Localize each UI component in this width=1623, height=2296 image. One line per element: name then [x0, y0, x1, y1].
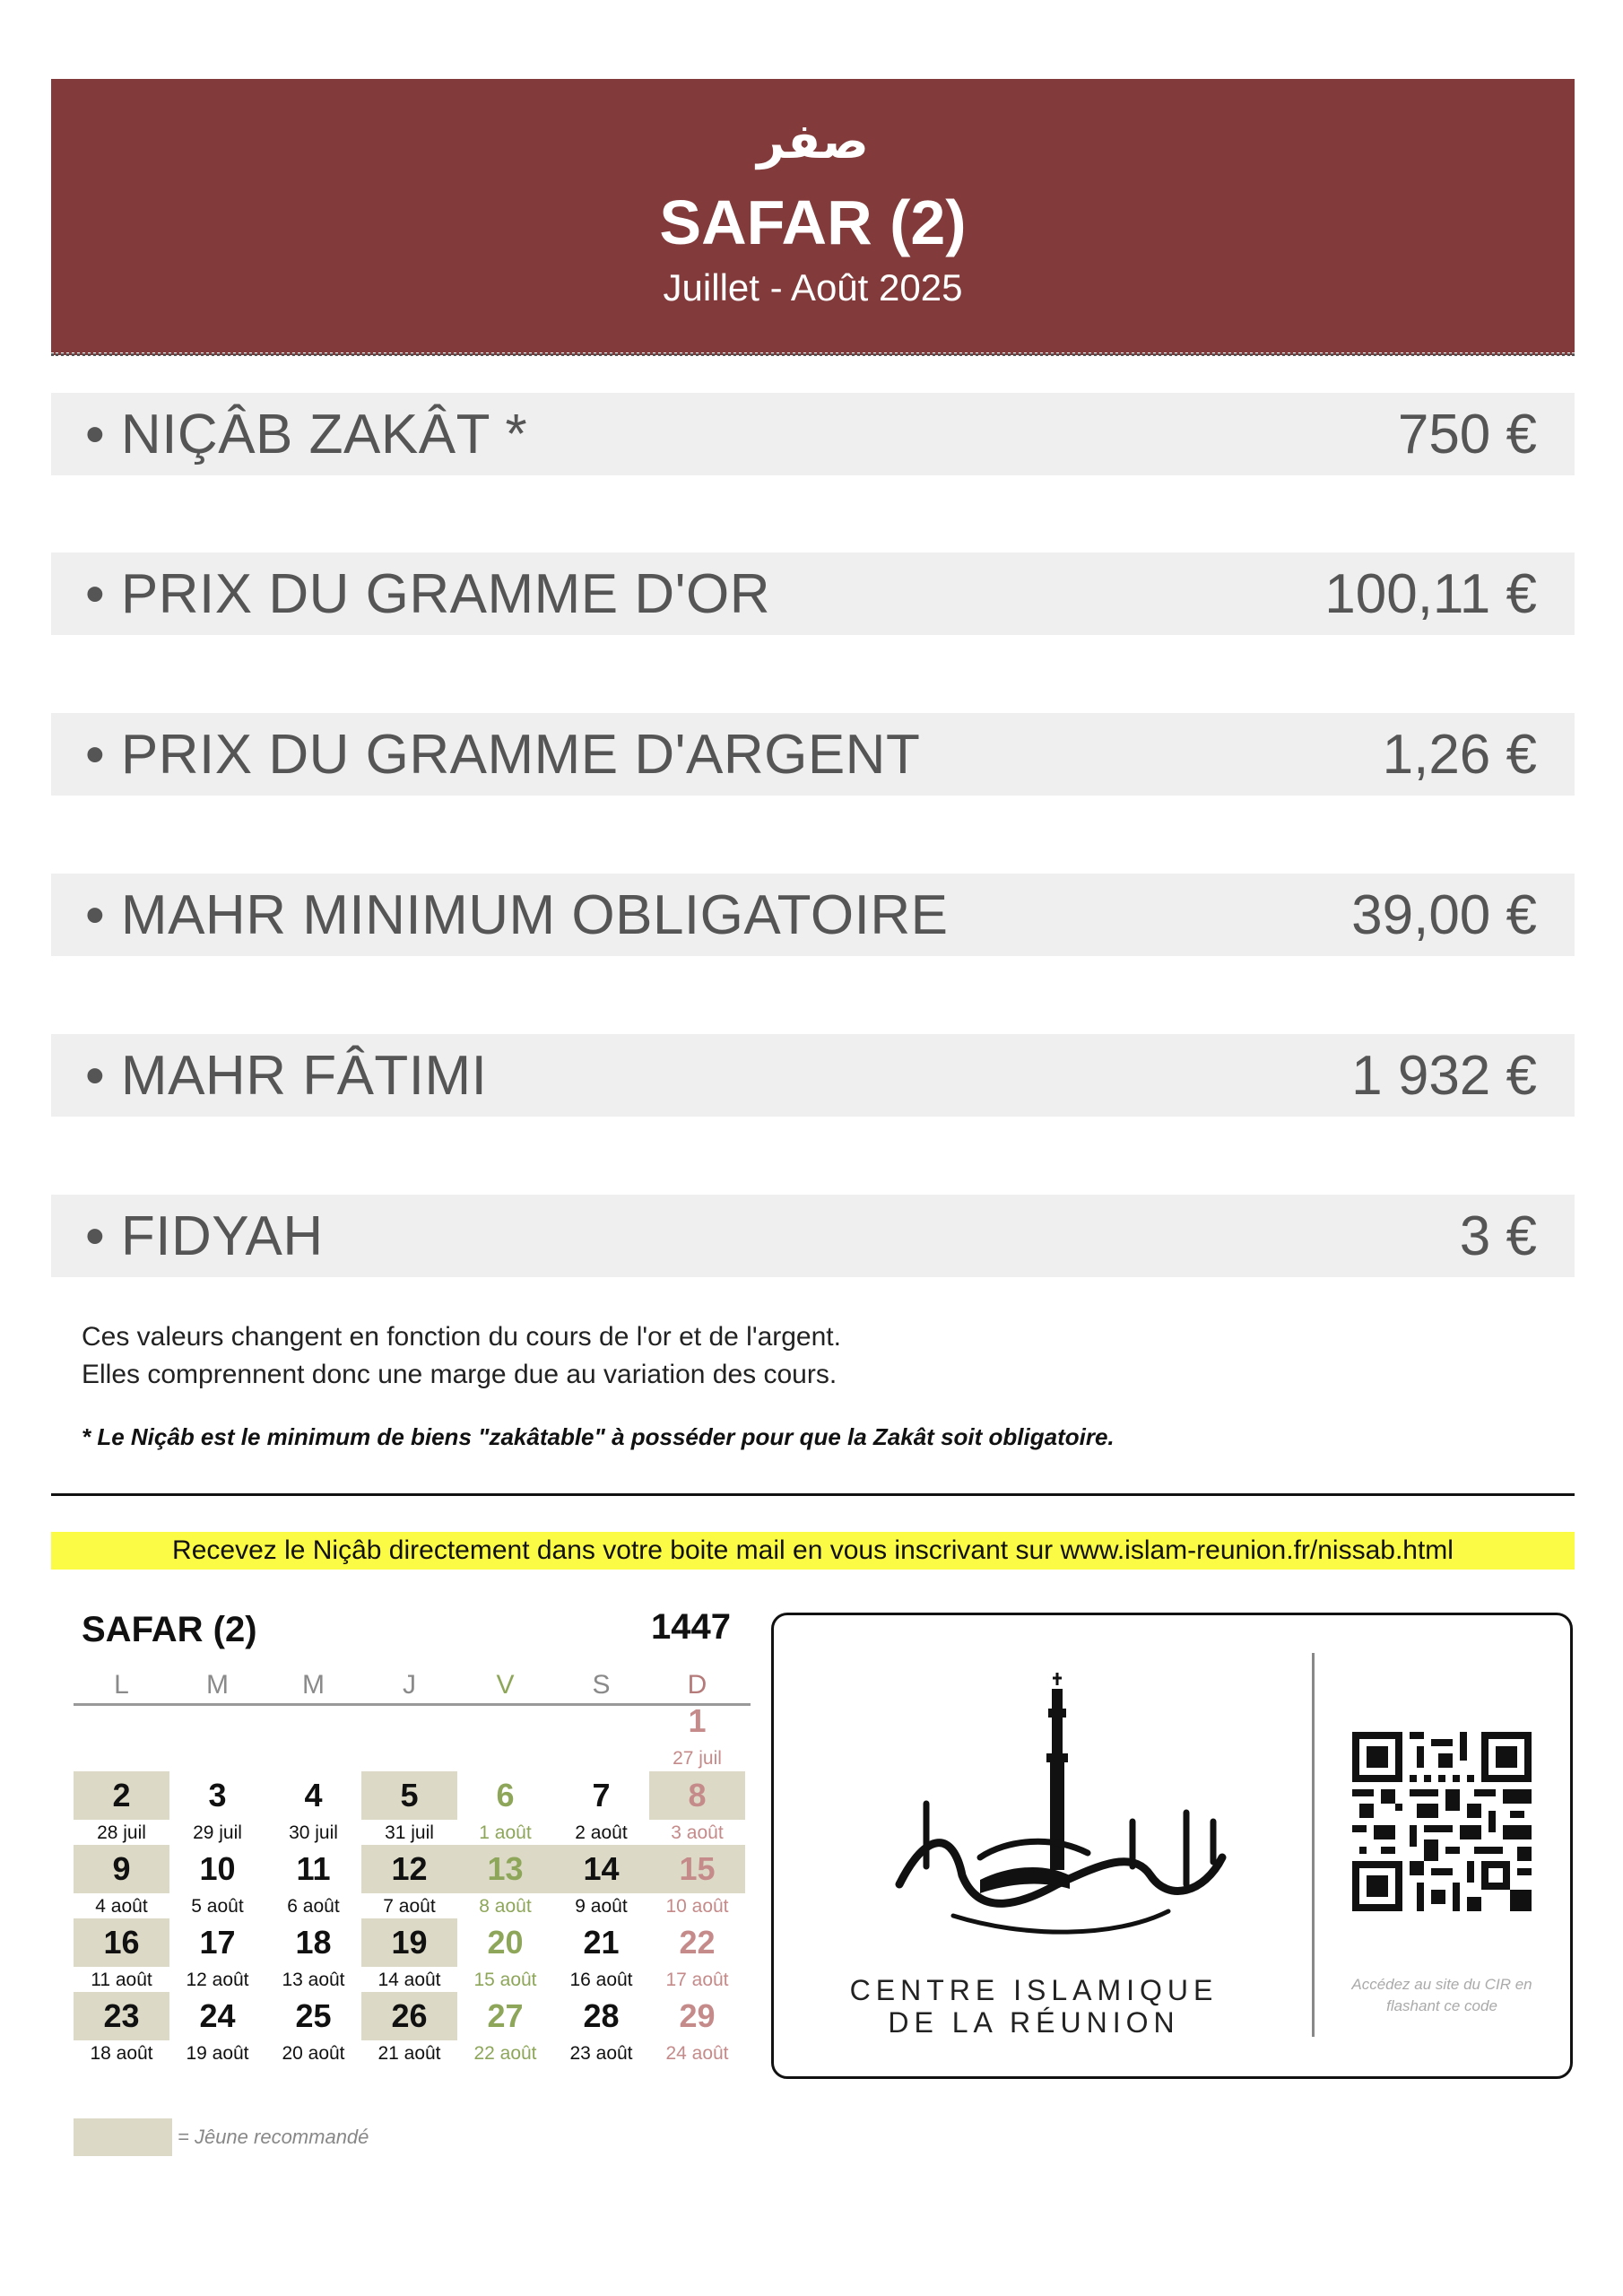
gregorian-date: 4 août [95, 1896, 148, 1917]
hijri-day-number: 6 [496, 1777, 515, 1813]
hijri-day-number: 21 [583, 1924, 620, 1961]
hijri-day-number: 15 [679, 1850, 716, 1887]
value-row-gold [51, 552, 1575, 635]
hijri-day-number: 4 [304, 1777, 323, 1813]
gregorian-date: 6 août [287, 1896, 340, 1917]
value-label: • MAHR FÂTIMI [85, 1045, 488, 1107]
gregorian-date: 24 août [665, 2043, 729, 2064]
footnote: * Le Niçâb est le minimum de biens "zakâtable" à posséder pour que la Zakât soit obligatoire. [82, 1423, 1115, 1450]
gregorian-date: 2 août [575, 1822, 628, 1843]
hijri-day-number: 29 [679, 1997, 716, 2034]
gregorian-date: 7 août [383, 1896, 436, 1917]
gregorian-date: 17 août [665, 1970, 729, 1990]
calendar-day [649, 1845, 745, 1893]
centre-name-line2: DE LA RÉUNION [888, 2006, 1180, 2039]
calendar-day [265, 1918, 361, 1967]
gregorian-date: 27 juil [673, 1748, 722, 1769]
gregorian-date: 13 août [282, 1970, 345, 1990]
weekday-label: D [687, 1670, 707, 1700]
hijri-day-number: 25 [295, 1997, 332, 2034]
gregorian-date: 23 août [569, 2043, 633, 2064]
weekday-label: L [114, 1670, 129, 1700]
subscribe-banner: Recevez le Niçâb directement dans votre boite mail en vous inscrivant sur www.islam-reunion.fr/nissab.html [51, 1532, 1575, 1570]
hijri-day-number: 22 [679, 1924, 716, 1961]
hijri-day-number: 17 [199, 1924, 236, 1961]
gregorian-date: 30 juil [289, 1822, 338, 1843]
calendar-day [361, 1992, 457, 2040]
centre-card [771, 1613, 1573, 2079]
calendar-day [649, 1697, 745, 1745]
hijri-day-number: 2 [112, 1777, 131, 1813]
weekday-label: M [302, 1670, 325, 1700]
gregorian-date: 29 juil [193, 1822, 242, 1843]
hijri-day-number: 19 [391, 1924, 428, 1961]
value-amount: 750 € [1397, 404, 1537, 465]
hijri-day-number: 13 [487, 1850, 524, 1887]
calendar-day [361, 1771, 457, 1820]
gregorian-date: 31 juil [385, 1822, 434, 1843]
hijri-day-number: 27 [487, 1997, 524, 2034]
hijri-day-number: 24 [199, 1997, 236, 2034]
gregorian-date: 16 août [569, 1970, 633, 1990]
gregorian-date: 10 août [665, 1896, 729, 1917]
weekday-label: V [496, 1670, 515, 1700]
month-title: SAFAR (2) [659, 187, 967, 257]
value-row-silver [51, 713, 1575, 796]
calendar-day [265, 1992, 361, 2040]
page-header [51, 79, 1575, 355]
qr-code-icon[interactable] [1352, 1732, 1532, 1911]
calendar-day [169, 1918, 265, 1967]
gregorian-date: 9 août [575, 1896, 628, 1917]
calendar-day [457, 1992, 553, 2040]
calendar-day [169, 1771, 265, 1820]
gregorian-date: 5 août [191, 1896, 244, 1917]
calendar-day [553, 1918, 649, 1967]
hijri-day-number: 14 [583, 1850, 620, 1887]
calendar-day [457, 1771, 553, 1820]
gregorian-date: 11 août [91, 1970, 152, 1990]
value-row-fidyah [51, 1195, 1575, 1277]
hijri-day-number: 3 [208, 1777, 227, 1813]
calendar-day [457, 1918, 553, 1967]
header-divider [51, 353, 1575, 356]
card-divider [1312, 1653, 1315, 2037]
legend-text: = Jêune recommandé [178, 2126, 369, 2148]
calendar-day [361, 1918, 457, 1967]
weekday-label: J [403, 1670, 416, 1700]
calendar-day [361, 1845, 457, 1893]
gregorian-date: 20 août [282, 2043, 345, 2064]
arabic-month-title: صفر [757, 113, 869, 170]
hijri-day-number: 10 [199, 1850, 236, 1887]
legend-swatch [74, 2118, 172, 2156]
value-row-mahr-minimum [51, 874, 1575, 956]
value-amount: 1,26 € [1382, 724, 1537, 786]
month-subtitle: Juillet - Août 2025 [663, 266, 963, 309]
calendar-day [457, 1845, 553, 1893]
gregorian-date: 14 août [378, 1970, 441, 1990]
value-label: • PRIX DU GRAMME D'ARGENT [85, 724, 921, 786]
calendar-day [74, 1771, 169, 1820]
calendar-day [265, 1771, 361, 1820]
gregorian-date: 28 juil [97, 1822, 146, 1843]
qr-caption: Accédez au site du CIR en flashant ce code [1351, 1976, 1532, 2014]
gregorian-date: 15 août [473, 1970, 537, 1990]
centre-logo [846, 1669, 1258, 1965]
hijri-day-number: 16 [103, 1924, 140, 1961]
value-amount: 3 € [1459, 1205, 1537, 1267]
value-amount: 1 932 € [1351, 1045, 1537, 1107]
gregorian-date: 19 août [186, 2043, 249, 2064]
gregorian-date: 1 août [479, 1822, 532, 1843]
hijri-day-number: 11 [296, 1850, 331, 1887]
gregorian-date: 12 août [186, 1970, 249, 1990]
calendar-title: SAFAR (2) [82, 1610, 257, 1649]
calendar-day [169, 1845, 265, 1893]
gregorian-date: 22 août [473, 2043, 537, 2064]
gregorian-date: 18 août [90, 2043, 153, 2064]
calendar-day [649, 1918, 745, 1967]
calendar-year: 1447 [651, 1607, 731, 1647]
calendar-day [74, 1845, 169, 1893]
calendar-day [553, 1771, 649, 1820]
calendar-day [74, 1992, 169, 2040]
calendar-day [649, 1771, 745, 1820]
value-label: • NIÇÂB ZAKÂT * [85, 404, 528, 465]
hijri-day-number: 26 [391, 1997, 428, 2034]
hijri-day-number: 28 [583, 1997, 620, 2034]
weekday-label: M [206, 1670, 229, 1700]
value-label: • MAHR MINIMUM OBLIGATOIRE [85, 884, 949, 946]
calendar-day [649, 1992, 745, 2040]
gregorian-date: 21 août [378, 2043, 441, 2064]
section-divider [51, 1493, 1575, 1496]
hijri-day-number: 8 [688, 1777, 707, 1813]
weekday-label: S [592, 1670, 611, 1700]
value-row-nicab [51, 393, 1575, 475]
hijri-day-number: 23 [103, 1997, 140, 2034]
hijri-day-number: 20 [487, 1924, 524, 1961]
gregorian-date: 3 août [671, 1822, 724, 1843]
value-row-mahr-fatimi [51, 1034, 1575, 1117]
centre-name-line1: CENTRE ISLAMIQUE [849, 1974, 1219, 2006]
hijri-day-number: 9 [112, 1850, 131, 1887]
calendar-day [74, 1918, 169, 1967]
hijri-day-number: 12 [391, 1850, 428, 1887]
value-amount: 100,11 € [1324, 563, 1537, 625]
value-label: • PRIX DU GRAMME D'OR [85, 563, 770, 625]
note-line-2: Elles comprennent donc une marge due au variation des cours. [82, 1360, 838, 1389]
calendar-day [265, 1845, 361, 1893]
hijri-day-number: 5 [400, 1777, 419, 1813]
value-amount: 39,00 € [1351, 884, 1537, 946]
hijri-day-number: 1 [688, 1702, 707, 1739]
calendar-day [169, 1992, 265, 2040]
calendar-day [553, 1992, 649, 2040]
calendar-day [553, 1845, 649, 1893]
hijri-day-number: 18 [295, 1924, 332, 1961]
hijri-day-number: 7 [592, 1777, 611, 1813]
note-line-1: Ces valeurs changent en fonction du cours de l'or et de l'argent. [82, 1322, 841, 1352]
value-label: • FIDYAH [85, 1205, 324, 1267]
gregorian-date: 8 août [479, 1896, 532, 1917]
